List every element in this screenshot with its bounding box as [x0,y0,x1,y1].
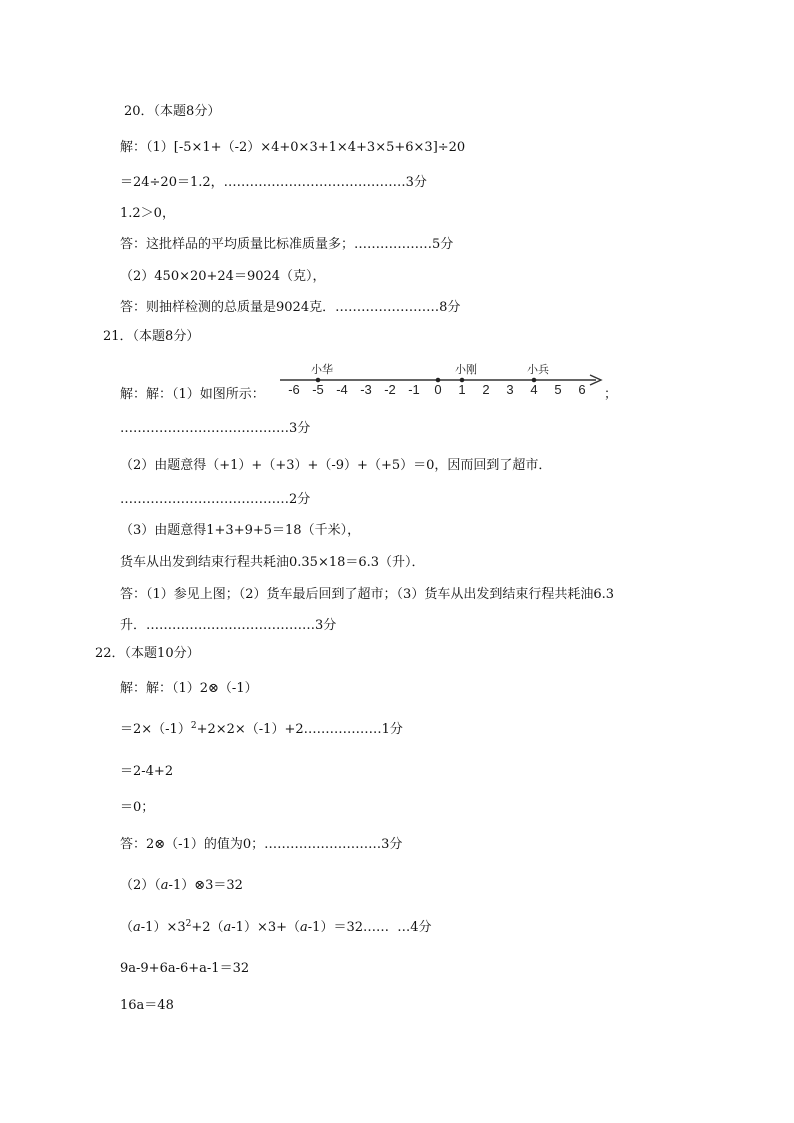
q21-header: 21．（本题8分） [103,329,200,344]
number-line-tick-label: -5 [312,382,324,397]
number-line-tick-label: -4 [336,382,348,397]
q21-line-3: （2）由题意得（+1）+（+3）+（-9）+（+5）＝0，因而回到了超市． [120,458,552,473]
q22-line-3: ＝2-4+2 [120,764,174,779]
number-line-tick-label: 2 [482,382,490,397]
number-line-figure [278,356,608,406]
number-line-point [532,378,537,383]
number-line-tick-label: -2 [384,382,396,397]
q21-line-1-prefix: 解：解：（1）如图所示： [120,387,265,402]
number-line-tick-label: 4 [530,382,538,397]
number-line-point [460,378,465,383]
q22-line-5: 答：2⊗（-1）的值为0；………………………3分 [120,837,403,852]
q22-line-7: $(a-1)\times 3^2+2(a-1)\times 3+(a-1)=32\dots\dots$ …4分 [120,919,432,935]
q21-line-2: …………………………………3分 [120,421,311,436]
q22-header: 22．（本题10分） [95,646,200,661]
q22-line-1: 解：解：（1）2⊗（-1） [120,681,258,696]
q21-line-8: 升．…………………………………3分 [120,618,337,633]
number-line-tick-label: -6 [288,382,300,397]
q20-line-6: 答：则抽样检测的总质量是9024克．……………………8分 [120,300,461,315]
number-line-tick-label: 3 [506,382,514,397]
number-line-tick-label: -1 [408,382,420,397]
q21-line-5: （3）由题意得1+3+9+5＝18（千米）， [120,523,361,538]
number-line-origin-dot [436,378,441,383]
number-line-tick-label: 6 [578,382,586,397]
q22-line-4: ＝0； [120,800,155,815]
number-line-point [316,378,321,383]
q21-line-4: …………………………………2分 [120,492,311,507]
q20-line-4: 答：这批样品的平均质量比标准质量多；………………5分 [120,237,454,252]
q21-line-7: 答：（1）参见上图；（2）货车最后回到了超市；（3）货车从出发到结束行程共耗油6.3 [120,587,614,602]
q22-line-6: （2）（a-1）⊗3＝32 [120,878,243,893]
q21-line-6: 货车从出发到结束行程共耗油0.35×18＝6.3（升）． [120,555,425,570]
q22-line-8: 9a-9+6a-6+a-1＝32 [120,961,250,976]
number-line-point-label: 小刚 [455,363,477,376]
number-line-point-label: 小华 [311,363,333,376]
q22-line-9: 16a＝48 [120,998,174,1013]
number-line-tick-label: -3 [360,382,372,397]
number-line-tick-label: 0 [434,382,442,397]
number-line-tick-label: 1 [458,382,466,397]
q22-line-2: $=2\times(-1)^2+2\times 2\times(-1)+2\dots\dots\dots\dots\dots\dots 1$分 [120,721,403,737]
q20-header: 20．（本题8分） [124,104,221,119]
q20-line-2: ＝24÷20＝1.2，……………………………………3分 [120,175,427,190]
number-line-point-label: 小兵 [527,363,549,376]
q20-line-1: 解：（1）[-5×1+（-2）×4+0×3+1×4+3×5+6×3]÷20 [120,140,466,155]
number-line-tick-label: 5 [554,382,562,397]
q21-line-1-suffix: ； [604,387,618,402]
q20-line-5: （2）450×20+24＝9024（克）， [120,269,326,284]
q20-line-3: 1.2＞0， [120,206,175,221]
